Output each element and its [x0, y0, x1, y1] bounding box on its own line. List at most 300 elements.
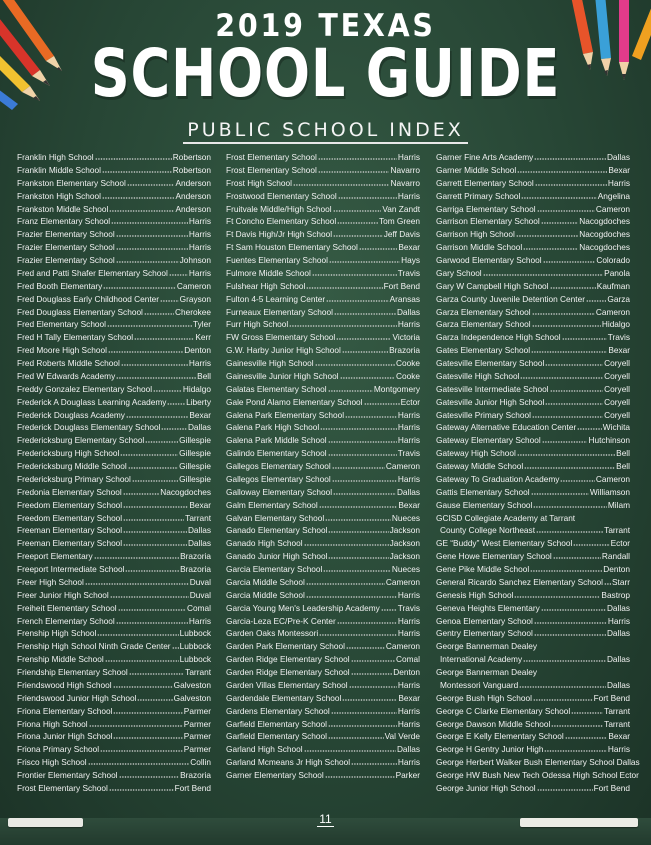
school-entry [17, 254, 211, 267]
index-column-3 [436, 151, 640, 795]
county-name: Robertson [172, 164, 211, 175]
school-name: Montessori Vanguard [440, 679, 519, 690]
county-name: Colorado [596, 255, 630, 265]
dot-leader [325, 512, 391, 521]
county-name: Harris [397, 319, 420, 330]
school-entry [436, 357, 630, 370]
school-entry [17, 537, 211, 550]
county-name: Parmer [183, 744, 211, 755]
school-entry [436, 203, 630, 216]
school-entry [436, 730, 630, 743]
school-name: Fred Elementary School [17, 319, 107, 330]
school-entry [226, 177, 420, 190]
school-name: Galena Park High School [226, 422, 320, 433]
dot-leader [333, 203, 382, 212]
school-name: Ganado Junior High School [226, 551, 328, 562]
dot-leader [306, 589, 397, 598]
school-entry [226, 331, 420, 344]
school-entry [17, 267, 211, 280]
school-entry [17, 524, 211, 537]
school-name: Gateway To Graduation Academy [436, 473, 560, 484]
county-name: Harris [188, 358, 211, 368]
dot-leader [537, 782, 593, 791]
school-name: Frontier Elementary School [17, 770, 118, 780]
school-name: GE “Buddy” West Elementary School [436, 538, 573, 549]
school-name: Garden Park Elementary School [226, 641, 345, 652]
school-entry [436, 589, 630, 602]
school-name: Gateway Middle School [436, 461, 524, 471]
county-name: Hidalgo [182, 383, 211, 394]
dot-leader [545, 357, 603, 366]
dot-leader [172, 640, 179, 649]
county-name: Nacogdoches [579, 229, 630, 240]
school-entry [17, 550, 211, 563]
county-name: Dallas [606, 679, 630, 690]
school-name: French Elementary School [17, 615, 115, 626]
dot-leader [329, 254, 400, 263]
dot-leader [306, 576, 385, 585]
dot-leader [97, 627, 178, 636]
school-name: Gene Howe Elementary School [436, 551, 552, 562]
county-name: Aransas [389, 293, 420, 304]
school-entry [436, 190, 630, 203]
dot-leader [328, 550, 388, 559]
dot-leader [604, 576, 611, 585]
county-name: Coryell [604, 409, 630, 420]
dot-leader [111, 215, 188, 224]
school-entry [226, 640, 420, 653]
school-name: Garrison Elementary School [436, 216, 540, 227]
school-entry [226, 524, 420, 537]
school-name: Galindo Elementary School [226, 448, 327, 459]
school-entry [226, 460, 420, 473]
dot-leader [531, 344, 607, 353]
dot-leader [545, 396, 603, 405]
school-name: GCISD Collegiate Academy at Tarrant [436, 512, 576, 523]
dot-leader [517, 164, 607, 173]
school-name: Ganado Elementary School [226, 525, 328, 536]
dot-leader [586, 293, 606, 302]
school-entry [17, 318, 211, 331]
dot-leader [109, 782, 174, 791]
dot-leader [577, 421, 602, 430]
school-entry [436, 409, 630, 422]
school-name: Franz Elementary School [17, 216, 111, 227]
county-name: Ector [610, 538, 630, 549]
school-name: Frazier Elementary School [17, 229, 115, 240]
school-name: Freer Junior High School [17, 589, 109, 600]
county-name: Tarrant [604, 705, 630, 716]
school-entry [436, 499, 630, 512]
county-name: Tom Green [378, 216, 420, 227]
school-name: Garner Middle School [436, 164, 517, 175]
school-name: Gatesville Junior High School [436, 396, 545, 407]
school-name: Frankston Middle School [17, 203, 109, 214]
school-name: Fred Moore High School [17, 345, 107, 356]
county-name: Navarro [390, 164, 420, 175]
county-name: Harris [397, 190, 420, 201]
county-name: Travis [397, 267, 420, 278]
school-name: Garden Ridge Elementary School [226, 654, 350, 665]
dot-leader [108, 344, 183, 353]
page-number-text: 11 [319, 812, 332, 826]
school-name: Gause Elementary School [436, 499, 533, 510]
school-entry [226, 512, 420, 525]
county-name: Parmer [183, 705, 211, 716]
dot-leader [332, 473, 397, 482]
dot-leader [102, 164, 172, 173]
dot-leader [550, 383, 604, 392]
county-name: Galveston [173, 692, 211, 703]
dot-leader [121, 357, 188, 366]
dot-leader [113, 730, 182, 739]
school-entry [226, 280, 420, 293]
county-name: Parmer [183, 731, 211, 742]
county-name: Milam [607, 499, 630, 510]
school-entry [17, 203, 211, 216]
county-name: Liberty [186, 396, 211, 407]
school-name: Gateway High School [436, 448, 516, 459]
school-entry [226, 705, 420, 718]
dot-leader [119, 769, 180, 778]
dot-leader [161, 421, 187, 430]
county-name: Gillespie [179, 473, 211, 484]
county-name: Dallas [396, 486, 420, 497]
county-name: Denton [184, 345, 211, 356]
county-name: Dallas [187, 525, 211, 536]
dot-leader [325, 769, 395, 778]
school-name: Fredericksburg Primary School [17, 473, 131, 484]
school-entry [17, 743, 211, 756]
school-entry [17, 293, 211, 306]
county-name: Comal [187, 602, 211, 613]
school-name: George Herbert Walker Bush Elementary School [436, 757, 615, 768]
school-entry [226, 383, 420, 396]
county-name: Cameron [385, 576, 420, 587]
school-name: Ft Davis High/Jr High School [226, 229, 333, 240]
dot-leader [137, 692, 172, 701]
school-name: Gatesville Primary School [436, 409, 531, 420]
dot-leader [116, 370, 196, 379]
school-entry [17, 409, 211, 422]
dot-leader [328, 383, 373, 392]
school-entry [226, 447, 420, 460]
county-name: Dallas [187, 538, 211, 549]
school-entry [226, 589, 420, 602]
dot-leader [541, 602, 606, 611]
dot-leader [534, 615, 607, 624]
dot-leader [123, 537, 187, 546]
school-name: Freiheit Elementary School [17, 602, 117, 613]
county-name: Dallas [606, 602, 630, 613]
dot-leader [312, 267, 397, 276]
school-entry [17, 215, 211, 228]
school-entry [17, 769, 211, 782]
county-name: Harris [188, 216, 211, 227]
school-entry [17, 615, 211, 628]
school-entry [17, 499, 211, 512]
school-name: Frederick A Douglass Learning Academy [17, 396, 167, 407]
county-name: Garza [607, 293, 630, 304]
county-name: Cameron [176, 280, 211, 291]
school-entry [436, 563, 630, 576]
school-name: Gale Pond Alamo Elementary School [226, 396, 363, 407]
county-name: Panola [604, 267, 630, 278]
school-entry [17, 486, 211, 499]
county-name: Duval [189, 576, 211, 587]
school-entry [436, 524, 630, 537]
school-entry [226, 267, 420, 280]
dot-leader [304, 537, 389, 546]
dot-leader [514, 589, 600, 598]
dot-leader [320, 421, 397, 430]
school-entry [436, 293, 630, 306]
county-name: Harris [607, 744, 630, 755]
county-name: Harris [188, 267, 211, 278]
school-name: George Bannerman Dealey [436, 641, 538, 652]
school-entry [17, 679, 211, 692]
county-name: Brazoria [180, 551, 211, 562]
county-name: Hidalgo [601, 319, 630, 330]
school-entry [226, 769, 420, 782]
school-name: Gainesville High School [226, 358, 314, 368]
dot-leader [333, 486, 396, 495]
dot-leader [334, 306, 396, 315]
dot-leader [531, 486, 589, 495]
school-name: Fredericksburg Elementary School [17, 435, 145, 446]
school-entry [226, 743, 420, 756]
county-name: Harris [397, 422, 420, 433]
school-entry [436, 486, 630, 499]
school-name: Genesis High School [436, 589, 514, 600]
school-name: Frederick Douglass Elementary School [17, 422, 161, 433]
dot-leader [342, 692, 397, 701]
county-name: Anderson [175, 177, 211, 188]
school-name: George Dawson Middle School [436, 718, 551, 729]
school-entry [436, 756, 640, 769]
school-entry [17, 563, 211, 576]
county-name: Harris [397, 705, 420, 716]
school-entry [226, 756, 420, 769]
school-name: Frederick Douglass Academy [17, 409, 125, 420]
school-entry [17, 576, 211, 589]
dot-leader [306, 280, 382, 289]
dot-leader [167, 396, 185, 405]
dot-leader [562, 331, 607, 340]
county-name: Nacogdoches [579, 242, 630, 253]
school-name: Fred Douglass Elementary School [17, 306, 143, 317]
school-entry [436, 550, 630, 563]
county-name: Fort Bend [593, 692, 630, 703]
county-name: Montgomery [373, 383, 420, 394]
dot-leader [128, 460, 178, 469]
county-name: Harris [397, 473, 420, 484]
school-entry [436, 782, 630, 795]
school-entry [226, 293, 420, 306]
dot-leader [533, 499, 606, 508]
school-name: George H Gentry Junior High [436, 744, 544, 755]
school-entry [436, 640, 630, 653]
dot-leader [337, 615, 397, 624]
school-name: Friendswood Junior High School [17, 692, 137, 703]
school-index [17, 151, 640, 801]
dot-leader [123, 486, 160, 495]
school-name: George Bannerman Dealey [436, 667, 538, 677]
dot-leader [109, 203, 174, 212]
school-entry [436, 627, 630, 640]
dot-leader [573, 537, 609, 546]
section-subtitle-text: PUBLIC SCHOOL INDEX [183, 119, 468, 144]
school-name: Garrett Primary School [436, 190, 521, 201]
school-entry [17, 331, 211, 344]
school-name: Frenship High School [17, 628, 97, 639]
school-entry [17, 627, 211, 640]
county-name: Angelina [597, 190, 630, 201]
county-name: Bexar [608, 731, 630, 742]
dot-leader [105, 653, 179, 662]
school-entry [226, 370, 420, 383]
school-name: Freer High School [17, 576, 84, 587]
county-name: Harris [397, 757, 420, 768]
school-name: Fred H Tally Elementary School [17, 332, 134, 343]
county-name: Harris [397, 589, 420, 600]
dot-leader [118, 602, 186, 611]
school-entry [436, 743, 630, 756]
dot-leader [315, 357, 395, 366]
county-name: Bastrop [601, 589, 630, 600]
school-name: Friona Junior High School [17, 731, 113, 742]
county-name: Dallas [616, 757, 640, 768]
county-name: Bexar [608, 345, 630, 356]
dot-leader [349, 679, 397, 688]
dot-leader [123, 524, 187, 533]
county-name: Gillespie [179, 461, 211, 471]
county-name: Nueces [391, 564, 420, 574]
school-entry [17, 589, 211, 602]
county-name: Denton [393, 667, 420, 677]
dot-leader [328, 730, 384, 739]
school-entry [436, 653, 630, 666]
school-name: Frisco High School [17, 757, 87, 768]
dot-leader [551, 718, 603, 727]
school-name: Frostwood Elementary School [226, 190, 337, 201]
school-name: Galatas Elementary School [226, 383, 327, 394]
county-name: Jeff Davis [383, 229, 420, 240]
county-name: Harris [397, 409, 420, 420]
school-name: Frost High School [226, 177, 292, 188]
dot-leader [110, 589, 189, 598]
dot-leader [534, 151, 606, 160]
county-name: Coryell [604, 358, 630, 368]
dot-leader [542, 434, 588, 443]
dot-leader [318, 151, 397, 160]
dot-leader [346, 640, 385, 649]
school-entry [226, 679, 420, 692]
school-name: Garfield Elementary School [226, 718, 327, 729]
school-entry [226, 473, 420, 486]
school-entry [436, 602, 630, 615]
dot-leader [351, 653, 395, 662]
section-subtitle [0, 119, 651, 141]
dot-leader [88, 756, 190, 765]
school-entry [17, 177, 211, 190]
county-name: Gillespie [179, 435, 211, 446]
school-entry [436, 254, 630, 267]
index-column-2 [226, 151, 420, 782]
county-name: Cameron [595, 306, 630, 317]
school-name: Garland Mcmeans Jr High School [226, 757, 351, 768]
dot-leader [536, 524, 603, 533]
school-name: Freddy Gonzalez Elementary School [17, 383, 153, 394]
school-entry [226, 357, 420, 370]
dot-leader [125, 563, 179, 572]
school-name: Gallegos Elementary School [226, 473, 331, 484]
county-name: Cherokee [175, 306, 211, 317]
county-name: Ector [619, 770, 639, 780]
dot-leader [483, 267, 604, 276]
county-name: Cameron [385, 641, 420, 652]
school-entry [17, 653, 211, 666]
county-name: Bell [616, 461, 630, 471]
school-name: Gatesville Intermediate School [436, 383, 549, 394]
school-entry [436, 241, 630, 254]
dot-leader [519, 679, 606, 688]
county-name: Jackson [389, 538, 420, 549]
school-name: George HW Bush New Tech Odessa High School [436, 770, 618, 780]
school-entry [436, 692, 630, 705]
school-entry [17, 640, 211, 653]
school-entry [17, 447, 211, 460]
school-name: Geneva Heights Elementary [436, 602, 540, 613]
school-name: Fred Roberts Middle School [17, 358, 120, 368]
county-name: Dallas [606, 628, 630, 639]
school-entry [226, 615, 420, 628]
county-name: Brazoria [180, 564, 211, 574]
school-name: Frankston High School [17, 190, 101, 201]
school-entry [17, 666, 211, 679]
school-name: Garfield Elementary School [226, 731, 327, 742]
dot-leader [523, 653, 606, 662]
county-name: Bexar [398, 242, 420, 253]
county-name: Tyler [193, 319, 211, 330]
school-name: Frenship High School Ninth Grade Center [17, 641, 171, 652]
school-name: Fred Douglass Early Childhood Center [17, 293, 160, 304]
index-column-1 [17, 151, 211, 795]
school-entry [17, 370, 211, 383]
school-entry [17, 306, 211, 319]
county-name: Jackson [389, 551, 420, 562]
school-name: Frenship Middle School [17, 654, 104, 665]
school-entry [226, 537, 420, 550]
school-entry [226, 692, 420, 705]
school-name: George C Clarke Elementary School [436, 705, 571, 716]
county-name: Parmer [183, 718, 211, 729]
school-entry [436, 306, 630, 319]
school-entry [436, 576, 630, 589]
dot-leader [129, 666, 184, 675]
school-name: Freeman Elementary School [17, 525, 123, 536]
county-name: Coryell [604, 370, 630, 381]
dot-leader [534, 627, 606, 636]
dot-leader [100, 743, 183, 752]
school-entry [436, 769, 639, 782]
school-entry [17, 718, 211, 731]
school-entry [17, 782, 211, 795]
dot-leader [328, 524, 388, 533]
school-entry [436, 705, 630, 718]
dot-leader [550, 280, 596, 289]
school-name: Garcia-Leza EC/Pre-K Center [226, 615, 336, 626]
